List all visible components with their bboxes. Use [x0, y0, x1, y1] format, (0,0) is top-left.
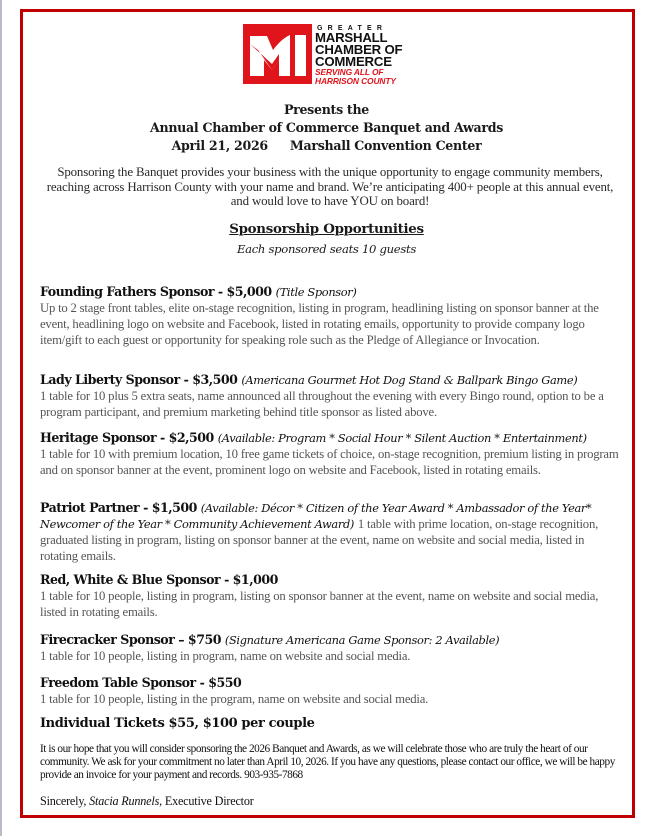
- logo-tagline-2: HARRISON COUNTY: [315, 75, 396, 86]
- sponsor-note: (Available: Program * Social Hour * Silent Auction * Entertainment): [217, 431, 587, 445]
- date-venue-heading: [0, 138, 653, 153]
- section-subtitle: Each sponsored seats 10 guests: [236, 242, 417, 256]
- sponsor-title: [40, 572, 622, 588]
- logo-wordmark: [315, 25, 402, 85]
- chamber-logo-mark-icon: [243, 24, 312, 84]
- sponsor-lady-liberty: [40, 372, 622, 420]
- sponsor-price: - $3,500: [183, 372, 238, 387]
- sponsor-firecracker: [40, 632, 622, 664]
- sponsor-name: Firecracker Sponsor: [40, 632, 175, 647]
- logo-line-marshall: MARSHALL: [315, 30, 388, 45]
- sponsor-note: (Available: Décor * Citizen of the Year Award * Ambassador of the Year* Newcomer of the Year * Community Achievement Award): [40, 501, 592, 531]
- sponsor-price: - $550: [199, 675, 242, 690]
- sponsor-title: [40, 632, 622, 648]
- logo-line-chamber: CHAMBER OF: [315, 42, 403, 57]
- sponsor-name: Patriot Partner: [40, 500, 140, 515]
- sponsor-description: 1 table for 10 plus 5 extra seats, name announced all throughout the evening with every Bingo round, option to be a program participant, and premium marketing behind title sponsor as listed above.: [40, 389, 604, 419]
- sponsor-description: 1 table for 10 people, listing in the program, name on website and social media.: [40, 692, 429, 706]
- intro-paragraph: Sponsoring the Banquet provides your business with the unique opportunity to engage community members, reaching across Harrison County with your name and brand. We’re anticipating 400+ people at this annual event, and would love to have YOU on board!: [46, 165, 614, 209]
- sponsor-note: (Title Sponsor): [275, 285, 357, 299]
- signature-title: Executive Director: [164, 794, 254, 808]
- sponsor-heritage: [40, 430, 622, 478]
- individual-tickets: Individual Tickets $55, $100 per couple: [40, 716, 315, 731]
- salutation: Sincerely,: [40, 794, 87, 808]
- sponsor-note: (Americana Gourmet Hot Dog Stand & Ballpark Bingo Game): [241, 373, 578, 387]
- closing-paragraph: It is our hope that you will consider sponsoring the 2026 Banquet and Awards, as we will celebrate those who are truly the heart of our community. We ask for your commitment no later than April 10, 2026. If you have any questions, please contact our office, we will be happy provide an invoice for your payment and records. 903-935-7868: [40, 743, 615, 781]
- sponsor-description: Up to 2 stage front tables, elite on-stage recognition, listing in program, headlining listing on sponsor banner at the event, headlining logo on website and Facebook, listed in rotating emails, opportunity to provide company logo item/gift to each guest or opportunity for speaking role such as the Pledge of Allegiance or Invocation.: [40, 301, 599, 347]
- sponsor-note: (Signature Americana Game Sponsor: 2 Available): [224, 633, 500, 647]
- sponsor-red-white-blue: [40, 572, 622, 620]
- logo-tagline-1: SERVING ALL OF: [315, 67, 384, 77]
- signoff: [40, 794, 254, 809]
- chamber-logo: [243, 24, 423, 86]
- sponsor-description: 1 table for 10 people, listing in program, listing on sponsor banner at the event, name on website and social media, listed in rotating emails.: [40, 589, 599, 619]
- sponsor-founding-fathers: [40, 284, 622, 348]
- logo-line-commerce: COMMERCE: [315, 54, 392, 69]
- logo-greater: GREATER: [317, 25, 388, 32]
- sponsor-title: [40, 675, 622, 691]
- presents-heading: Presents the: [283, 102, 370, 117]
- section-title: Sponsorship Opportunities: [229, 221, 424, 237]
- signature-name: Stacia Runnels,: [89, 794, 162, 808]
- sponsor-title: [40, 500, 622, 564]
- event-date: April 21, 2026: [171, 138, 268, 153]
- event-name-heading: Annual Chamber of Commerce Banquet and Awards: [150, 120, 503, 135]
- sponsor-description: 1 table with prime location, on-stage recognition, graduated listing in program, listing on sponsor banner at the event, name on website and social media, listed in rotating emails.: [40, 517, 599, 563]
- sponsor-price: - $5,000: [217, 284, 272, 299]
- sponsor-price: - $2,500: [159, 430, 214, 445]
- sponsor-name: Lady Liberty Sponsor: [40, 372, 180, 387]
- sponsor-price: – $750: [178, 632, 221, 647]
- sponsor-description: 1 table for 10 people, listing in program, name on website and social media.: [40, 649, 411, 663]
- event-venue: Marshall Convention Center: [289, 138, 482, 153]
- sponsor-price: - $1,500: [143, 500, 197, 515]
- sponsor-name: Red, White & Blue Sponsor: [40, 572, 221, 587]
- sponsor-patriot-partner: [40, 500, 622, 564]
- sponsor-name: Heritage Sponsor: [40, 430, 157, 445]
- sponsor-title: [40, 430, 622, 446]
- sponsor-name: Freedom Table Sponsor: [40, 675, 196, 690]
- sponsor-freedom-table: [40, 675, 622, 707]
- sponsor-title: [40, 284, 622, 300]
- sponsor-name: Founding Fathers Sponsor: [40, 284, 214, 299]
- sponsor-price: - $1,000: [224, 572, 278, 587]
- sponsor-title: [40, 372, 622, 388]
- sponsor-description: 1 table for 10 with premium location, 10 free game tickets of choice, on-stage recognition, premium listing in program and on sponsor banner at the event, prominent logo on website and Facebook, listed in rotating emails.: [40, 447, 619, 477]
